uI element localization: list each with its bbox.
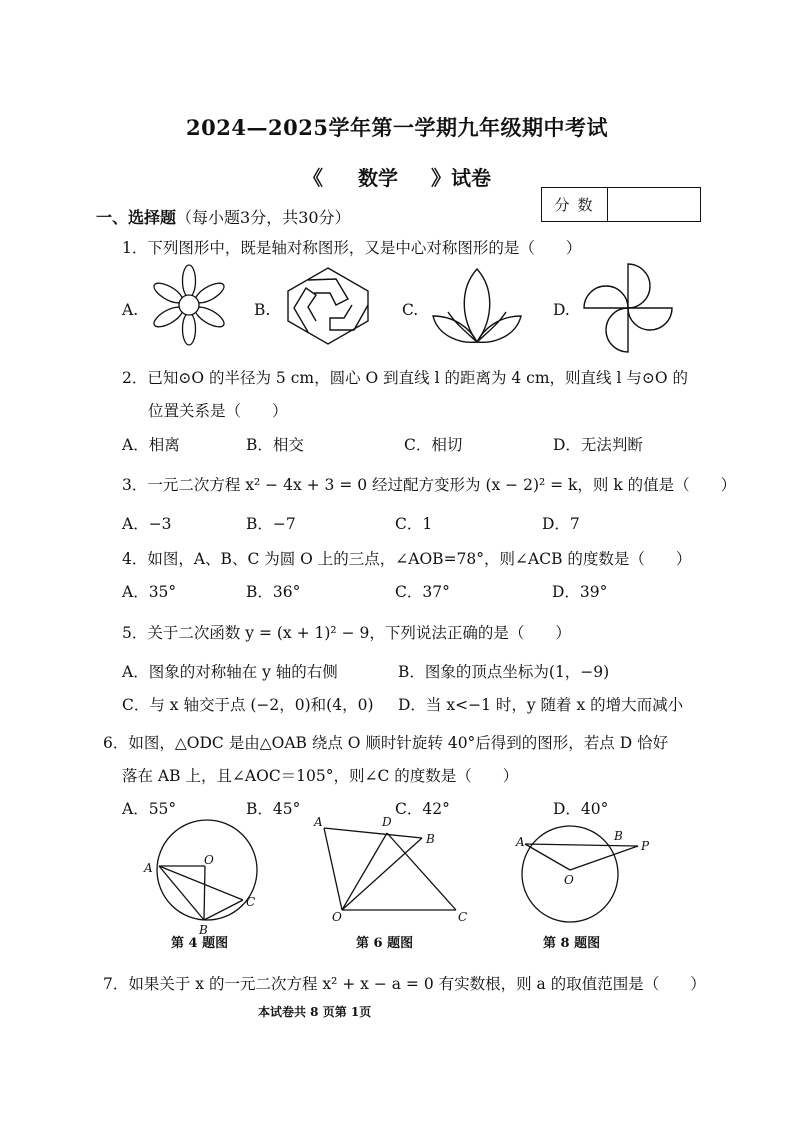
score-label: 分数: [542, 188, 608, 221]
q4-option-d: D．39°: [552, 583, 608, 601]
subtitle-open-bracket: 《: [303, 166, 324, 190]
q4-option-b: B．36°: [246, 583, 301, 601]
fig8-label-a: A: [516, 835, 525, 849]
question-6-stem-line2: 落在 AB 上，且∠AOC＝105°，则∠C 的度数是（ ）: [122, 767, 519, 785]
q2-option-b: B．相交: [246, 436, 304, 454]
q1-option-b-label: B.: [254, 301, 271, 319]
q2-option-d: D．无法判断: [553, 436, 643, 454]
q6-option-d: D．40°: [553, 800, 609, 818]
q1-option-d-label: D.: [553, 301, 570, 319]
q2-option-a: A．相离: [122, 436, 180, 454]
fig6-label-b: B: [426, 832, 435, 846]
subtitle-close: 》试卷: [430, 166, 491, 190]
q5-option-c: C．与 x 轴交于点 (−2，0)和(4，0): [122, 696, 374, 714]
section-note: （每小题3分，共30分）: [176, 208, 351, 227]
fig4-label-c: C: [246, 895, 256, 909]
q1-option-c-label: C.: [402, 301, 419, 319]
q6-option-a: A．55°: [122, 800, 177, 818]
question-2-stem-line1: 2．已知⊙O 的半径为 5 cm，圆心 O 到直线 l 的距离为 4 cm，则直线 l 与⊙O 的: [122, 369, 688, 387]
q3-option-a: A．−3: [122, 515, 172, 533]
fig6-label-o: O: [332, 910, 342, 924]
figure-q4-circle-diagram: [140, 818, 270, 937]
score-value-cell[interactable]: [608, 188, 700, 221]
figure-q4-caption: 第 4 题图: [171, 936, 229, 951]
q6-option-c: C．42°: [395, 800, 450, 818]
fig4-label-a: A: [144, 861, 153, 875]
q1-option-a-label: A.: [122, 301, 139, 319]
lotus-figure-icon: [430, 266, 524, 346]
q3-option-b: B．−7: [246, 515, 296, 533]
q2-option-c: C．相切: [404, 436, 463, 454]
figure-q8-caption: 第 8 题图: [543, 936, 601, 951]
question-6-stem-line1: 6．如图，△ODC 是由△OAB 绕点 O 顺时针旋转 40°后得到的图形，若点 D 恰好: [103, 734, 669, 752]
fig8-label-b: B: [614, 829, 623, 843]
fig6-label-a: A: [314, 815, 323, 829]
fig6-label-c: C: [458, 910, 468, 924]
exam-title: 2024—2025学年第一学期九年级期中考试: [186, 115, 608, 140]
page-footer: 本试卷共 8 页第 1页: [258, 1005, 372, 1019]
fig6-label-d: D: [382, 815, 392, 829]
q3-option-d: D．7: [542, 515, 580, 533]
fig4-label-o: O: [204, 853, 214, 867]
q6-option-b: B．45°: [246, 800, 301, 818]
q4-option-a: A．35°: [122, 583, 177, 601]
fig4-label-b: B: [199, 923, 208, 937]
subtitle-subject: 数学: [358, 166, 398, 190]
q5-option-d: D．当 x<−1 时，y 随着 x 的增大而减小: [398, 696, 684, 714]
question-2-stem-line2: 位置关系是（ ）: [148, 402, 288, 420]
q4-option-c: C．37°: [395, 583, 450, 601]
score-box: [541, 187, 701, 222]
question-4-stem: 4．如图，A、B、C 为圆 O 上的三点，∠AOB=78°，则∠ACB 的度数是（ ）: [122, 550, 692, 568]
recycle-hexagon-figure-icon: [284, 265, 372, 347]
fig8-label-o: O: [564, 873, 574, 887]
question-3-stem: 3．一元二次方程 x² − 4x + 3 = 0 经过配方变形为 (x − 2)² = k，则 k 的值是（ ）: [122, 476, 737, 494]
figure-q8-circle-tangent-diagram: [512, 820, 652, 928]
question-5-stem: 5．关于二次函数 y = (x + 1)² − 9，下列说法正确的是（ ）: [122, 624, 571, 642]
q3-option-c: C．1: [395, 515, 433, 533]
fig8-label-p: P: [641, 839, 650, 853]
figure-q6-rotation-diagram: [310, 810, 470, 922]
pinwheel-figure-icon: [582, 262, 674, 354]
section-heading: [96, 205, 351, 228]
q5-option-b: B．图象的顶点坐标为(1，−9): [398, 663, 610, 681]
question-7-stem: 7．如果关于 x 的一元二次方程 x² + x − a = 0 有实数根，则 a 的取值范围是（ ）: [103, 975, 706, 993]
q5-option-a: A．图象的对称轴在 y 轴的右侧: [122, 663, 338, 681]
figure-q6-caption: 第 6 题图: [356, 936, 414, 951]
flower-figure-icon: [148, 264, 230, 346]
question-1-stem: 1．下列图形中，既是轴对称图形，又是中心对称图形的是（ ）: [122, 239, 582, 257]
section-title: 一、选择题: [96, 208, 177, 227]
